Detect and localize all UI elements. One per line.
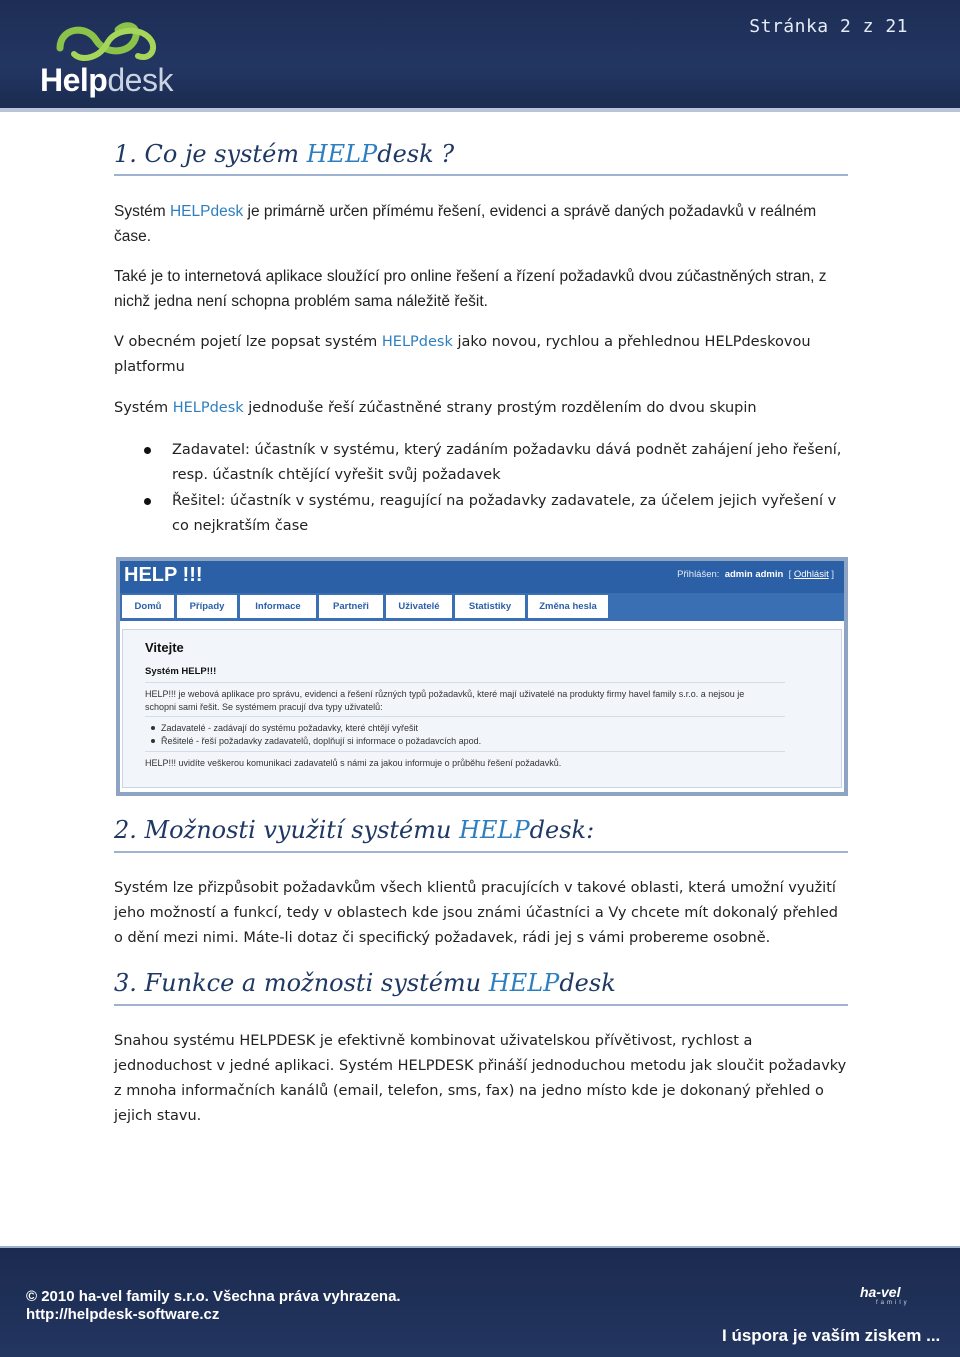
app-nav — [120, 593, 844, 621]
roles-list — [114, 438, 850, 540]
helpdesk-logo-icon — [52, 18, 162, 64]
app-list-item: Zadavatelé - zadávají do systému požadavky, které chtějí vyřešit — [161, 723, 418, 733]
app-topbar — [120, 561, 844, 593]
tab-statistiky[interactable]: Statistiky — [455, 595, 525, 618]
footer-divider — [0, 1246, 960, 1248]
list-item: Řešitel: účastník v systému, reagující na požadavky zadavatele, za účelem jejich vyřešení v co nejkratším čase — [114, 489, 850, 539]
logout-link[interactable]: Odhlásit — [793, 569, 829, 580]
paragraph-internet-app: Také je to internetová aplikace sloužící pro online řešení a řízení požadavků dvou zúčastněných stran, z nichž jedna není schopna problém sama náležitě řešit. — [114, 268, 827, 310]
tab-informace[interactable]: Informace — [240, 595, 316, 618]
header-divider — [0, 108, 960, 112]
tab-zmena-hesla[interactable]: Změna hesla — [528, 595, 608, 618]
section-1-rule — [114, 174, 848, 176]
page-number: Stránka 2 z 21 — [749, 16, 908, 37]
section-2-rule — [114, 851, 848, 853]
section-1-title: 1. Co je systém HELPdesk ? — [114, 140, 455, 168]
footer-slogan: I úspora je vaším ziskem ... — [722, 1326, 941, 1345]
app-heading: Vitejte — [145, 640, 184, 655]
list-item: Zadavatel: účastník v systému, který zadáním požadavku dává podnět zahájení jeho řešení, resp. účastník chtějící vyřešit svůj požadavek — [114, 438, 850, 488]
tab-pripady[interactable]: Případy — [177, 595, 237, 618]
app-subheading: Systém HELP!!! — [145, 666, 217, 677]
tab-partneri[interactable]: Partneři — [319, 595, 383, 618]
app-brand: HELP !!! — [124, 564, 203, 586]
divider — [145, 751, 785, 752]
divider — [145, 682, 785, 683]
paragraph-intro: Systém HELPdesk je primárně určen přímému řešení, evidenci a správě daných požadavků v reálném čase. — [114, 203, 817, 245]
helpdesk-app-screenshot — [116, 557, 848, 796]
website-link[interactable]: http://helpdesk-software.cz — [26, 1306, 220, 1323]
paragraph-functions: Snahou systému HELPDESK je efektivně kombinovat uživatelskou přívětivost, rychlost a jednoduchost v jedné aplikaci. Systém HELPDESK přináší jednoduchou metodu jak sloučit požadavky z mnoha informačních kanálů (email, telefon, sms, fax) na jedno místo kde je dokonaný přehled o jejich stavu. — [114, 1033, 847, 1124]
copyright-text: © 2010 ha-vel family s.r.o. Všechna práva vyhrazena. — [26, 1288, 401, 1305]
havel-family-logo: ha-vel family — [860, 1284, 910, 1306]
footer-copyright — [26, 1288, 401, 1324]
divider — [145, 716, 785, 717]
login-info: Přihlášen: admin admin [ Odhlásit ] — [677, 569, 834, 580]
paragraph-possibilities: Systém lze přizpůsobit požadavkům všech klientů pracujících v takové oblasti, která umožní využití jeho možností a funkcí, tedy v oblastech kde jsou známi účastníci a Vy chcete mít dokonalý přehled o dění mezi nimi. Máte-li dotaz či specifický požadavek, rádi jej s vámi probereme osobně. — [114, 880, 838, 946]
section-3-rule — [114, 1004, 848, 1006]
app-intro-line-1: HELP!!! je webová aplikace pro správu, evidenci a řešení různých typů požadavků, které mají uživatelé na produkty firmy havel family s.r.o. a nejsou je — [145, 689, 745, 699]
paragraph-general: V obecném pojetí lze popsat systém HELPdesk jako novou, rychlou a přehlednou HELPdeskovou platformu — [114, 334, 811, 375]
section-2-title: 2. Možnosti využití systému HELPdesk: — [114, 816, 595, 844]
tab-domu[interactable]: Domů — [122, 595, 174, 618]
helpdesk-logo-text: Helpdesk — [40, 62, 173, 98]
app-list-item: Řešitelé - řeší požadavky zadavatelů, doplňují si informace o požadavcích apod. — [161, 736, 482, 746]
app-intro-line-2: schopni sami řešit. Se systémem pracují dva typy uživatelů: — [145, 702, 383, 712]
tab-uzivatele[interactable]: Uživatelé — [386, 595, 452, 618]
paragraph-groups: Systém HELPdesk jednoduše řeší zúčastněné strany prostým rozdělením do dvou skupin — [114, 400, 757, 416]
section-3-title: 3. Funkce a možnosti systému HELPdesk — [114, 969, 616, 997]
app-content — [122, 629, 842, 788]
app-footer-note: HELP!!! uvidíte veškerou komunikaci zadavatelů s námi za jakou informuje o průběhu řešení požadavků. — [145, 758, 562, 768]
